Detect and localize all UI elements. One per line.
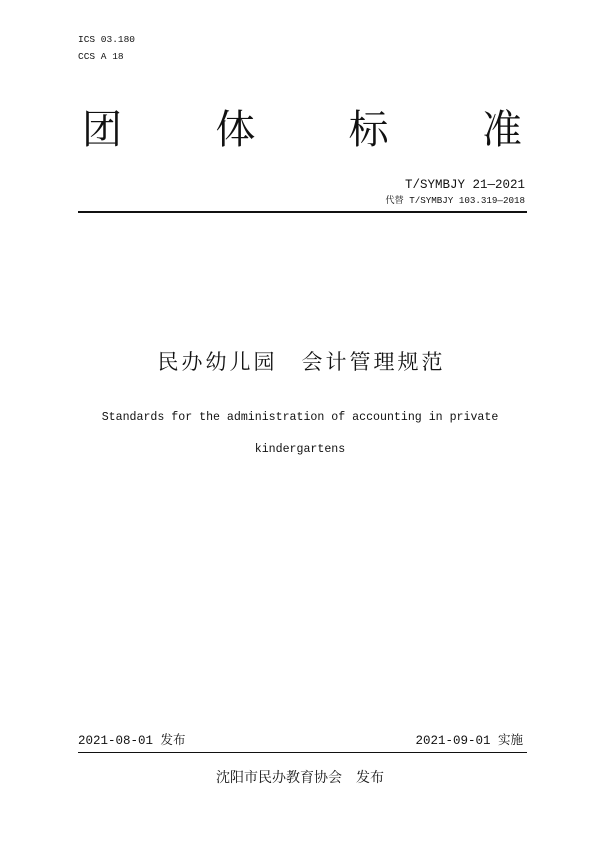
- standard-type-char: 准: [481, 107, 522, 153]
- document-title-english-line-1: Standards for the administration of accounting in private: [101, 411, 499, 424]
- standard-type-heading: [82, 107, 522, 153]
- standard-type-char: 标: [348, 107, 389, 153]
- ics-code: ICS 03.180: [78, 34, 136, 45]
- ccs-code: CCS A 18: [78, 51, 124, 62]
- standard-number: T/SYMBJY 21—2021: [404, 178, 525, 192]
- implementation-date: 2021-09-01 实施: [415, 734, 523, 748]
- replaced-standard-number: 代替 T/SYMBJY 103.319—2018: [385, 195, 525, 206]
- footer-rule: [78, 752, 527, 753]
- publish-date: 2021-08-01 发布: [78, 734, 186, 748]
- issuing-organization: 沈阳市民办教育协会 发布: [216, 770, 384, 786]
- standard-type-char: 体: [215, 107, 256, 153]
- standard-type-char: 团: [82, 107, 122, 153]
- document-title-english-line-2: kindergartens: [254, 443, 346, 456]
- document-title-chinese: 民办幼儿园 会计管理规范: [157, 350, 446, 374]
- header-rule: [78, 211, 527, 213]
